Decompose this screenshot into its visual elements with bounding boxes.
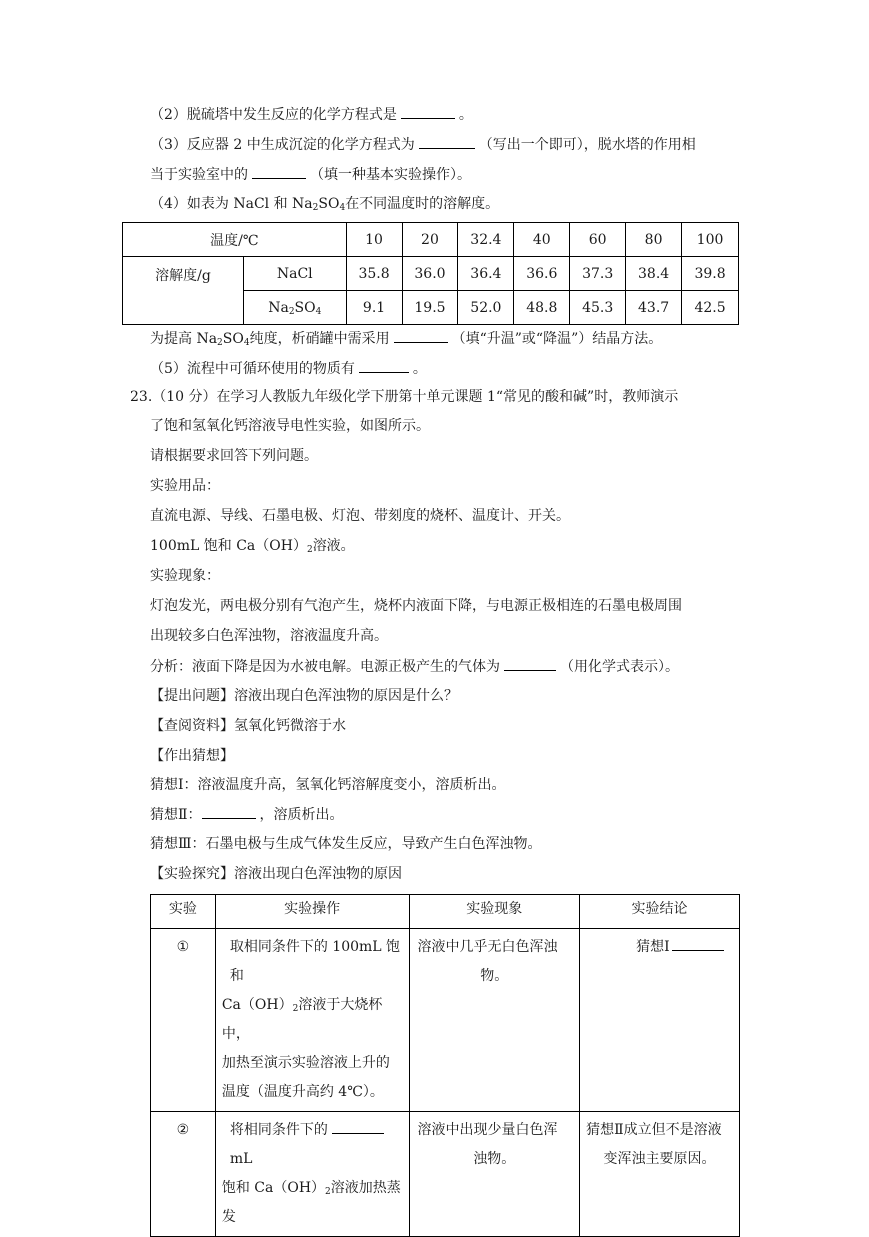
q-item-2 (150, 104, 473, 125)
q23-line6 (150, 536, 355, 556)
nacl-value: 36.4 (458, 257, 514, 291)
item-4-end: 在不同温度时的溶解度。 (345, 196, 500, 212)
op-line: 取相同条件下的 100mL 饱和 (229, 939, 401, 984)
concl-text: 猜想Ⅰ (636, 939, 670, 955)
exp-header: 实验现象 (409, 895, 580, 929)
temp-cell: 20 (402, 223, 458, 257)
q23-line4: 实验用品： (150, 478, 220, 494)
exp-conclusion (580, 1112, 740, 1237)
nacl-value: 35.8 (346, 257, 402, 291)
item-4-mid: SO (318, 196, 340, 212)
q23-line2: 了饱和氢氧化钙溶液导电性实验，如图所示。 (150, 418, 430, 434)
q23-line8: 灯泡发光，两电极分别有气泡产生，烧杯内液面下降，与电源正极相连的石墨电极周围 (150, 598, 682, 614)
solubility-table (122, 222, 739, 325)
q23-line7: 实验现象： (150, 568, 220, 584)
q23-line5: 直流电源、导线、石墨电极、灯泡、带刻度的烧杯、温度计、开关。 (150, 508, 570, 524)
temp-cell: 10 (346, 223, 402, 257)
purity-end: （填“升温”或“降温”）结晶方法。 (451, 331, 663, 347)
subscript: 2 (325, 1187, 331, 1197)
exp-operation (215, 929, 409, 1112)
subscript: 2 (306, 545, 313, 555)
answer-blank[interactable] (252, 164, 306, 179)
line15-b: ，溶质析出。 (259, 807, 344, 823)
concl-line: 猜想Ⅱ成立但不是溶液 (586, 1122, 722, 1138)
subscript: 2 (217, 338, 223, 348)
line6-b: 溶液。 (312, 538, 355, 554)
line6-a: 100mL 饱和 Ca（OH） (150, 538, 307, 554)
line10-a: 分析：液面下降是因为水被电解。电源正极产生的气体为 (150, 659, 500, 675)
na2so4-label (243, 291, 346, 325)
q23-line11: 【提出问题】溶液出现白色浑浊物的原因是什么？ (150, 688, 458, 704)
op-part: 溶液于大烧杯中， (221, 997, 383, 1042)
q23-line3: 请根据要求回答下列问题。 (150, 448, 318, 464)
exp-operation (215, 1112, 409, 1237)
q23-line13: 【作出猜想】 (150, 748, 234, 764)
answer-blank[interactable] (332, 1119, 384, 1134)
answer-blank[interactable] (394, 328, 448, 343)
phen-line: 物。 (480, 968, 509, 984)
phen-line: 溶液中几乎无白色浑浊 (417, 939, 558, 955)
exp-conclusion (580, 929, 740, 1112)
na2so4-value: 42.5 (682, 291, 739, 325)
q23-line12: 【查阅资料】氢氧化钙微溶于水 (150, 718, 346, 734)
item-3-line2-end: （填一种基本实验操作）。 (310, 167, 471, 183)
nacl-value: 36.0 (402, 257, 458, 291)
solubility-row-header: 溶解度/g (123, 257, 244, 325)
q23-line17: 【实验探究】溶液出现白色浑浊物的原因 (150, 866, 402, 882)
na2so4-b: SO (294, 299, 316, 316)
item-5-text: （5）流程中可循环使用的物质有 (150, 361, 355, 377)
subscript: 4 (243, 338, 250, 348)
item-2-text: （2）脱硫塔中发生反应的化学方程式是 (150, 107, 397, 123)
item-4-pre: （4）如表为 NaCl 和 Na (150, 196, 313, 212)
purity-line (150, 328, 662, 349)
item-3-line2-start: 当于实验室中的 (150, 167, 248, 183)
subscript: 2 (292, 1004, 299, 1014)
temp-cell: 40 (514, 223, 570, 257)
answer-blank[interactable] (202, 804, 256, 819)
answer-blank[interactable] (419, 134, 475, 149)
na2so4-value: 19.5 (402, 291, 458, 325)
exp-phenomenon (409, 1112, 580, 1237)
item-3-mid: （写出一个即可），脱水塔的作用相 (478, 137, 696, 153)
subscript: 2 (288, 306, 295, 317)
op-part: Ca（OH） (221, 997, 293, 1013)
q23-line9: 出现较多白色浑浊物，溶液温度升高。 (150, 628, 388, 644)
nacl-value: 38.4 (626, 257, 682, 291)
na2so4-value: 43.7 (626, 291, 682, 325)
concl-line: 变浑浊主要原因。 (603, 1151, 716, 1167)
purity-text: 纯度，析硝罐中需采用 (249, 331, 390, 347)
na2so4-value: 52.0 (458, 291, 514, 325)
exp-number: ① (151, 929, 216, 1112)
phen-line: 溶液中出现少量白色浑 (417, 1122, 558, 1138)
q23-line14: 猜想Ⅰ：溶液温度升高，氢氧化钙溶解度变小，溶质析出。 (150, 777, 506, 793)
op-line (222, 991, 403, 1049)
subscript: 4 (339, 203, 346, 213)
temp-cell: 80 (626, 223, 682, 257)
q-item-3-line2 (150, 164, 471, 185)
exp-header: 实验结论 (580, 895, 740, 929)
q-item-3 (150, 134, 696, 155)
op-line (222, 1174, 403, 1232)
nacl-value: 37.3 (570, 257, 626, 291)
exp-phenomenon (409, 929, 580, 1112)
exp-header: 实验 (151, 895, 216, 929)
q23-line15 (150, 804, 344, 825)
na2so4-value: 48.8 (514, 291, 570, 325)
temp-cell: 100 (682, 223, 739, 257)
exp-header: 实验操作 (215, 895, 409, 929)
op-part: 将相同条件下的 (229, 1122, 328, 1138)
nacl-value: 39.8 (682, 257, 739, 291)
na2so4-a: Na (268, 299, 289, 316)
subscript: 2 (312, 203, 319, 213)
temp-cell: 60 (570, 223, 626, 257)
na2so4-value: 9.1 (346, 291, 402, 325)
nacl-label: NaCl (243, 257, 346, 291)
item-5-end: 。 (412, 361, 427, 377)
op-line: 加热至演示实验溶液上升的 (221, 1055, 390, 1071)
q-item-5 (150, 358, 427, 379)
temp-cell: 32.4 (458, 223, 514, 257)
op-line: 温度（温度升高约 4℃）。 (221, 1084, 384, 1100)
subscript: 4 (315, 306, 322, 317)
line10-b: （用化学式表示）。 (560, 659, 679, 675)
item-2-end: 。 (458, 107, 473, 123)
exp-number: ② (151, 1112, 216, 1237)
nacl-value: 36.6 (514, 257, 570, 291)
temp-header: 温度/℃ (123, 223, 347, 257)
q23-line16: 猜想Ⅲ：石墨电极与生成气体发生反应，导致产生白色浑浊物。 (150, 836, 542, 852)
experiment-table (150, 894, 740, 1237)
answer-blank[interactable] (359, 358, 409, 373)
purity-pre: 为提高 Na (150, 331, 218, 347)
answer-blank[interactable] (401, 104, 455, 119)
op-part: mL (229, 1151, 253, 1167)
op-part: 溶液加热蒸发 (221, 1180, 401, 1225)
answer-blank[interactable] (504, 656, 556, 671)
na2so4-value: 45.3 (570, 291, 626, 325)
op-part: 饱和 Ca（OH） (221, 1180, 326, 1196)
answer-blank[interactable] (672, 936, 724, 951)
q23-line10 (150, 656, 679, 677)
phen-line: 浊物。 (473, 1151, 516, 1167)
line15-a: 猜想Ⅱ： (150, 807, 202, 823)
item-3-text: （3）反应器 2 中生成沉淀的化学方程式为 (150, 137, 415, 153)
purity-mid: SO (222, 331, 244, 347)
q23-line1: 23.（10 分）在学习人教版九年级化学下册第十单元课题 1“常见的酸和碱”时，教师演示 (130, 389, 679, 405)
q-item-4 (150, 194, 499, 214)
